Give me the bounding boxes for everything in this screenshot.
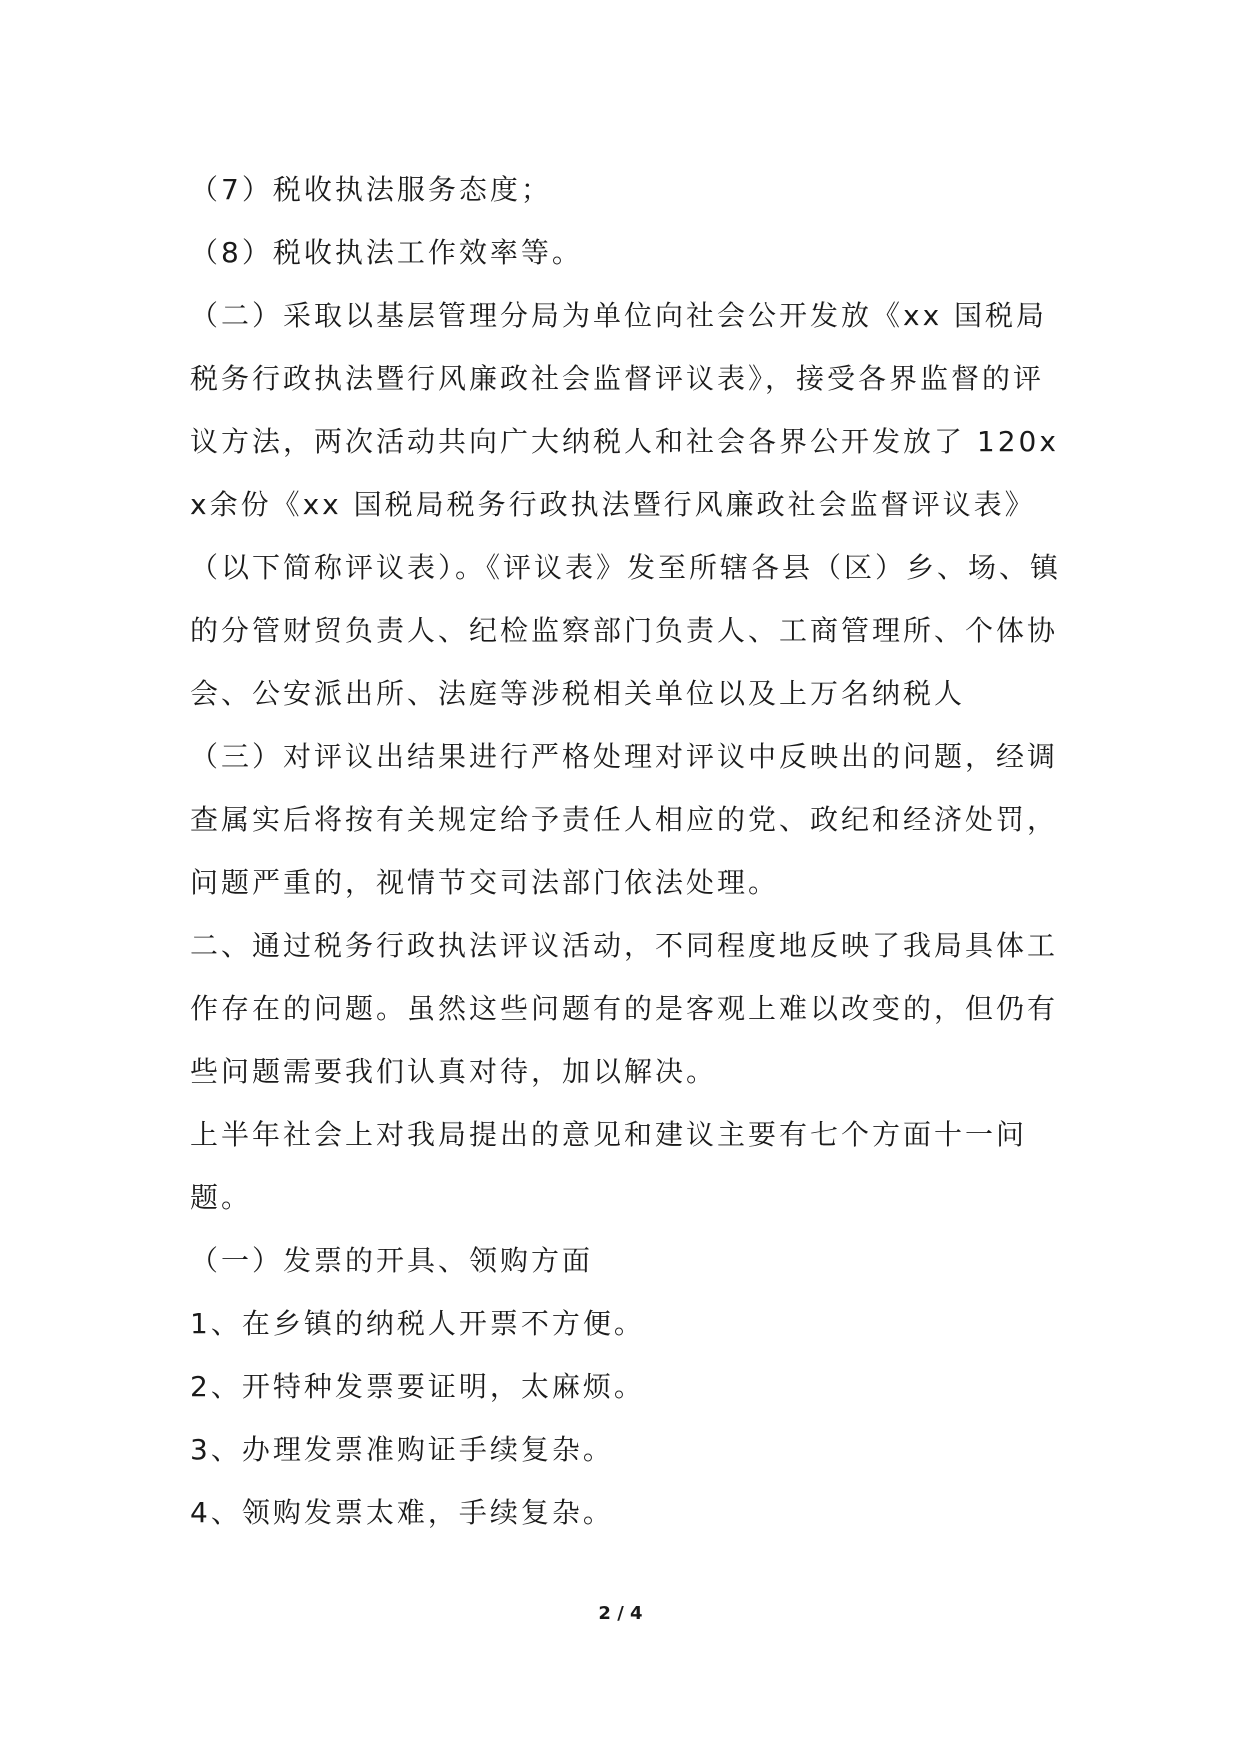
heading-invoice-issues: （一）发票的开具、领购方面 — [190, 1244, 594, 1277]
paragraph-part-2: 二、通过税务行政执法评议活动，不同程度地反映了我局具体工作存在的问题。虽然这些问题有的是客观上难以改变的，但仍有些问题需要我们认真对待，加以解决。 — [190, 929, 1059, 1088]
list-item-3: 3、办理发票准购证手续复杂。 — [190, 1433, 614, 1466]
paragraph-section-2: （二）采取以基层管理分局为单位向社会公开发放《xx 国税局税务行政执法暨行风廉政社会监督评议表》，接受各界监督的评议方法，两次活动共向广大纳税人和社会各界公开发放了 120xx余份《xx 国税局税务行政执法暨行风廉政社会监督评议表》（以下简称评议表）。《评议表》发至所辖各县（区）乡、场、镇的分管财贸负责人、纪检监察部门负责人、工商管理所、个体协会、公安派出所、法庭等涉税相关单位以及上万名纳税人 — [190, 299, 1062, 710]
list-item-2: 2、开特种发票要证明，太麻烦。 — [190, 1370, 645, 1403]
paragraph-item-7: （7）税收执法服务态度； — [190, 173, 552, 206]
paragraph-section-3: （三）对评议出结果进行严格处理对评议中反映出的问题，经调查属实后将按有关规定给予责任人相应的党、政纪和经济处罚，问题严重的，视情节交司法部门依法处理。 — [190, 740, 1059, 899]
paragraph-item-8: （8）税收执法工作效率等。 — [190, 236, 583, 269]
paragraph-summary: 上半年社会上对我局提出的意见和建议主要有七个方面十一问题。 — [190, 1118, 1028, 1214]
page-number: 2 / 4 — [598, 1603, 643, 1624]
list-item-4: 4、领购发票太难，手续复杂。 — [190, 1496, 614, 1529]
document-body — [190, 158, 1070, 1544]
list-item-1: 1、在乡镇的纳税人开票不方便。 — [190, 1307, 645, 1340]
